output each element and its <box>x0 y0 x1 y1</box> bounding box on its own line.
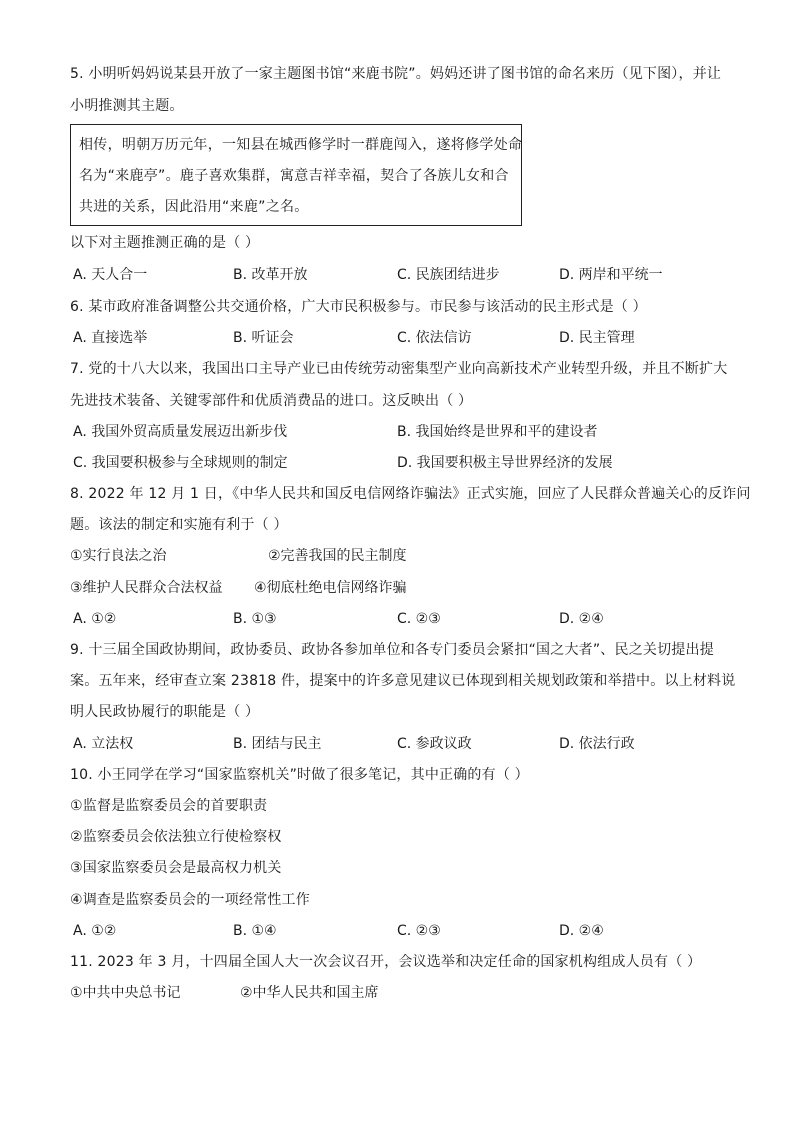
q10-option-b: B. ①④ <box>233 923 277 939</box>
q10-stem: 10. 小王同学在学习“国家监察机关”时做了很多笔记，其中正确的有（ ） <box>70 767 529 783</box>
q8-stem-line-2: 题。该法的制定和实施有利于（ ） <box>70 517 288 533</box>
q8-item-1: ①实行良法之治 <box>70 548 167 564</box>
q10-item-4: ④调查是监察委员会的一项经常性工作 <box>70 892 310 908</box>
q8-item-2: ②完善我国的民主制度 <box>268 548 407 564</box>
q6-option-a: A. 直接选举 <box>73 330 148 346</box>
q9-option-b: B. 团结与民主 <box>233 736 322 752</box>
q10-option-a: A. ①② <box>73 923 117 939</box>
q5-option-b: B. 改革开放 <box>233 267 308 283</box>
q5-stem-line-1: 5. 小明听妈妈说某县开放了一家主题图书馆“来鹿书院”。妈妈还讲了图书馆的命名来历（见下图），并让 <box>70 66 722 82</box>
q8-option-a: A. ①② <box>73 611 117 627</box>
q8-item-3: ③维护人民群众合法权益 <box>70 580 223 596</box>
q11-stem: 11. 2023 年 3 月，十四届全国人大一次会议召开，会议选举和决定任命的国家机构组成人员有（ ） <box>70 954 702 970</box>
q5-box-line-2: 名为“来鹿亭”。鹿子喜欢集群，寓意吉祥幸福，契合了各族儿女和合 <box>79 168 509 184</box>
q9-option-c: C. 参政议政 <box>397 736 472 752</box>
q7-option-b: B. 我国始终是世界和平的建设者 <box>397 424 598 440</box>
q5-box-line-1: 相传，明朝万历元年，一知县在城西修学时一群鹿闯入，遂将修学处命 <box>79 137 523 153</box>
q5-option-a: A. 天人合一 <box>73 267 148 283</box>
q7-stem-line-2: 先进技术装备、关键零部件和优质消费品的进口。这反映出（ ） <box>70 393 473 409</box>
q10-item-3: ③国家监察委员会是最高权力机关 <box>70 860 282 876</box>
q6-option-d: D. 民主管理 <box>559 330 635 346</box>
q7-option-d: D. 我国要积极主导世界经济的发展 <box>397 455 613 471</box>
q6-option-b: B. 听证会 <box>233 330 294 346</box>
q9-stem-line-3: 明人民政协履行的职能是（ ） <box>70 704 260 720</box>
q8-option-d: D. ②④ <box>559 611 604 627</box>
q10-option-d: D. ②④ <box>559 923 604 939</box>
q8-stem-line-1: 8. 2022 年 12 月 1 日，《中华人民共和国反电信网络诈骗法》正式实施，回应了人民群众普遍关心的反诈问 <box>70 486 751 502</box>
q5-story-box <box>70 124 522 226</box>
q5-box-line-3: 共进的关系，因此沿用“来鹿”之名。 <box>79 199 309 215</box>
q5-option-d: D. 两岸和平统一 <box>559 267 663 283</box>
q9-stem-line-2: 案。五年来，经审查立案 23818 件，提案中的许多意见建议已体现到相关规划政策和举措中。以上材料说 <box>70 673 736 689</box>
q10-item-2: ②监察委员会依法独立行使检察权 <box>70 829 282 845</box>
q9-stem-line-1: 9. 十三届全国政协期间，政协委员、政协各参加单位和各专门委员会紧扣“国之大者”、民之关切提出提 <box>70 642 714 658</box>
q7-option-c: C. 我国要积极参与全球规则的制定 <box>73 455 288 471</box>
q8-item-4: ④彻底杜绝电信网络诈骗 <box>254 580 407 596</box>
q11-item-1: ①中共中央总书记 <box>70 985 181 1001</box>
q5-option-c: C. 民族团结进步 <box>397 267 500 283</box>
q6-option-c: C. 依法信访 <box>397 330 472 346</box>
q6-stem: 6. 某市政府准备调整公共交通价格，广大市民积极参与。市民参与该活动的民主形式是（ ） <box>70 299 647 315</box>
q8-option-c: C. ②③ <box>397 611 441 627</box>
q9-option-d: D. 依法行政 <box>559 736 635 752</box>
q9-option-a: A. 立法权 <box>73 736 134 752</box>
q8-option-b: B. ①③ <box>233 611 277 627</box>
q7-option-a: A. 我国外贸高质量发展迈出新步伐 <box>73 424 288 440</box>
q7-stem-line-1: 7. 党的十八大以来，我国出口主导产业已由传统劳动密集型产业向高新技术产业转型升级，并且不断扩大 <box>70 361 728 377</box>
q10-option-c: C. ②③ <box>397 923 441 939</box>
q10-item-1: ①监督是监察委员会的首要职责 <box>70 798 268 814</box>
q5-stem-line-2: 小明推测其主题。 <box>70 98 184 114</box>
q5-ask: 以下对主题推测正确的是（ ） <box>70 235 260 251</box>
q11-item-2: ②中华人民共和国主席 <box>240 985 379 1001</box>
